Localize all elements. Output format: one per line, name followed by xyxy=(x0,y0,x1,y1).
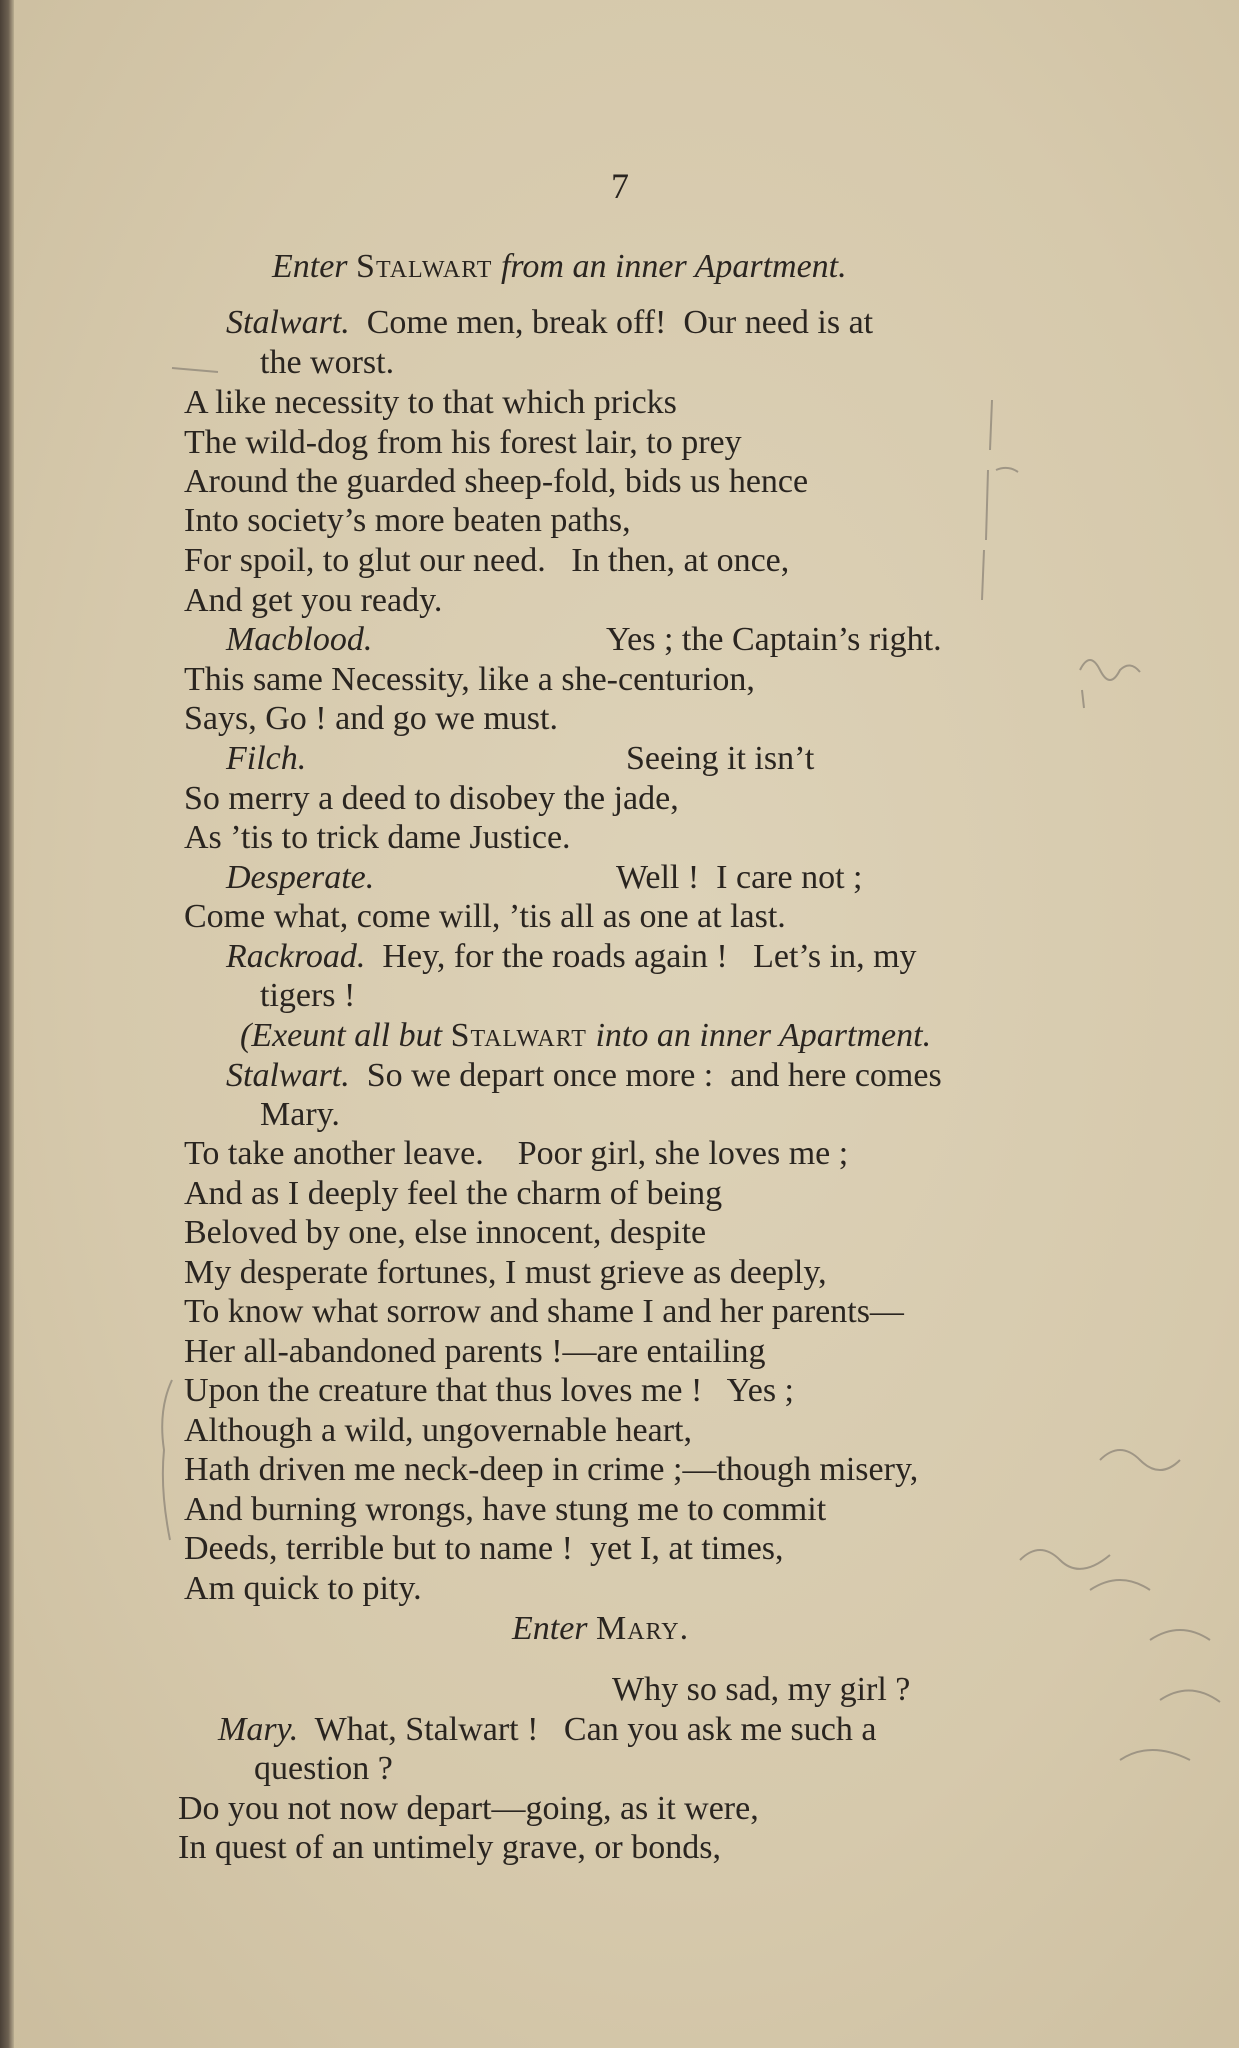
verse-line: Deeds, terrible but to name ! yet I, at times, xyxy=(184,1530,784,1567)
stage-character-name: Mary. xyxy=(596,1610,690,1647)
verse-line: Upon the creature that thus loves me ! Yes ; xyxy=(184,1372,794,1409)
speech-line xyxy=(226,938,917,976)
speech-text: Come men, break off! Our need is at xyxy=(366,304,874,341)
verse-line: Am quick to pity. xyxy=(184,1570,422,1607)
speech-line xyxy=(226,1057,942,1095)
stage-direction-enter-mary xyxy=(512,1610,689,1648)
verse-line: Around the guarded sheep-fold, bids us hence xyxy=(184,463,809,500)
speaker-name: Stalwart. xyxy=(226,304,350,341)
speech-line: Mary. xyxy=(260,1096,340,1133)
speech-line: tigers ! xyxy=(260,977,356,1014)
speech-text: What, Stalwart ! Can you ask me such a xyxy=(314,1711,877,1748)
verse-line: Come what, come will, ’tis all as one at last. xyxy=(184,898,786,935)
page-number: 7 xyxy=(611,166,629,206)
verse-line: And get you ready. xyxy=(184,582,443,619)
stage-direction-open: (Exeunt all but xyxy=(240,1017,443,1054)
verse-line: Says, Go ! and go we must. xyxy=(184,700,558,737)
speech-line: the worst. xyxy=(260,344,395,381)
verse-line: A like necessity to that which pricks xyxy=(184,384,677,421)
speaker-name: Macblood. xyxy=(226,621,373,658)
stage-character-name: Stalwart xyxy=(450,1017,587,1054)
verse-line: To know what sorrow and shame I and her parents— xyxy=(184,1293,904,1330)
verse-line: Do you not now depart—going, as it were, xyxy=(178,1790,759,1827)
verse-line: For spoil, to glut our need. In then, at once, xyxy=(184,542,790,579)
verse-line: And burning wrongs, have stung me to commit xyxy=(184,1491,827,1528)
book-spine xyxy=(0,0,14,2048)
speech-text: So we depart once more : and here comes xyxy=(366,1057,942,1094)
speaker-name: Desperate. xyxy=(226,859,375,896)
speech-text: Why so sad, my girl ? xyxy=(612,1671,911,1708)
verse-line: To take another leave. Poor girl, she loves me ; xyxy=(184,1135,849,1172)
stage-character-name: Stalwart xyxy=(356,248,493,285)
verse-line: In quest of an untimely grave, or bonds, xyxy=(178,1829,721,1866)
stage-enter-word: Enter xyxy=(512,1610,588,1647)
verse-line: My desperate fortunes, I must grieve as deeply, xyxy=(184,1254,827,1291)
verse-line: As ’tis to trick dame Justice. xyxy=(184,819,571,856)
speech-text: Yes ; the Captain’s right. xyxy=(606,621,942,658)
verse-line: So merry a deed to disobey the jade, xyxy=(184,780,679,817)
pencil-scribble-mark xyxy=(1070,640,1150,710)
verse-line: And as I deeply feel the charm of being xyxy=(184,1175,723,1212)
stage-direction-enter-stalwart xyxy=(272,248,847,286)
verse-line: Hath driven me neck-deep in crime ;—though misery, xyxy=(184,1451,919,1488)
pencil-scribble-mark xyxy=(1000,1440,1230,1800)
pencil-bracket-mark xyxy=(150,1370,180,1550)
speech-text: Seeing it isn’t xyxy=(626,740,815,777)
speaker-name: Mary. xyxy=(218,1711,299,1748)
verse-line: Into society’s more beaten paths, xyxy=(184,502,631,539)
verse-line: This same Necessity, like a she-centurion, xyxy=(184,661,755,698)
verse-line: The wild-dog from his forest lair, to prey xyxy=(184,424,742,461)
verse-line: Beloved by one, else innocent, despite xyxy=(184,1214,707,1251)
speech-text: Hey, for the roads again ! Let’s in, my xyxy=(382,938,917,975)
speech-text: Well ! I care not ; xyxy=(616,859,863,896)
speaker-name: Filch. xyxy=(226,740,307,777)
speaker-name: Stalwart. xyxy=(226,1057,350,1094)
pencil-bracket-mark xyxy=(960,390,1020,610)
verse-line: Although a wild, ungovernable heart, xyxy=(184,1412,692,1449)
speaker-name: Rackroad. xyxy=(226,938,366,975)
pencil-dash-mark xyxy=(168,360,228,380)
stage-direction-rest: from an inner Apartment. xyxy=(500,248,847,285)
verse-line: Her all-abandoned parents !—are entailing xyxy=(184,1333,766,1370)
stage-direction-exeunt xyxy=(240,1017,931,1055)
stage-direction-rest: into an inner Apartment. xyxy=(595,1017,932,1054)
speech-line xyxy=(226,304,873,342)
speech-line xyxy=(218,1711,876,1749)
speech-line: question ? xyxy=(254,1750,393,1787)
stage-enter-word: Enter xyxy=(272,248,348,285)
